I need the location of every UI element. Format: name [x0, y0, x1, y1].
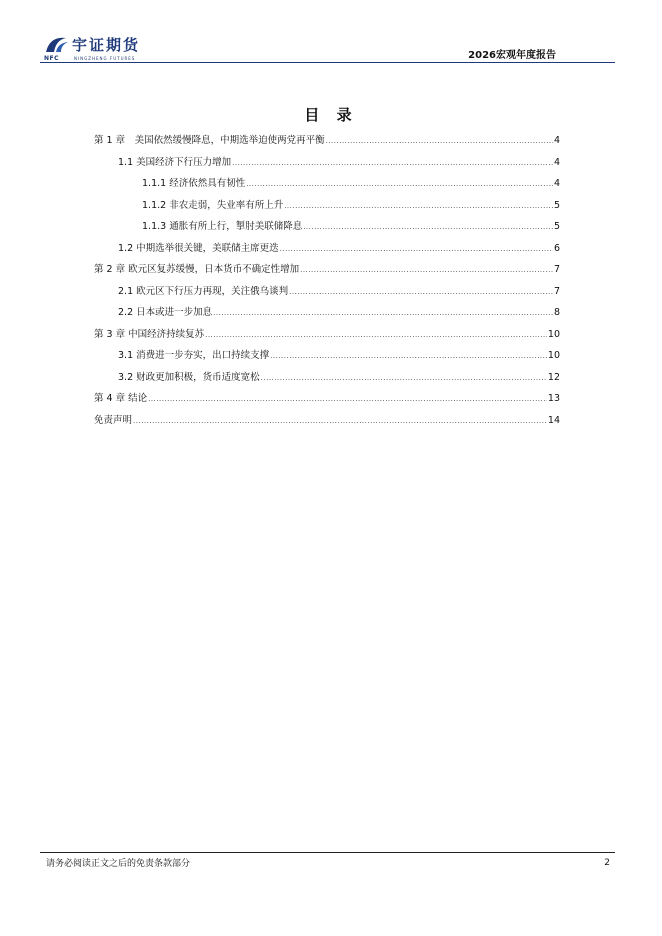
toc-entry-page: 6 — [553, 242, 560, 254]
toc-entry-title: 第 3 章 中国经济持续复苏 — [94, 328, 205, 340]
toc-entry-title: 第 4 章 结论 — [94, 393, 148, 404]
toc-leader-dots — [280, 242, 553, 256]
toc-entry-title: 1.1.2 非农走弱，失业率有所上升 — [142, 199, 284, 211]
disclaimer-notice: 请务必阅读正文之后的免责条款部分 — [46, 859, 191, 869]
toc-entry[interactable] — [118, 285, 560, 299]
toc-entry-title: 1.1.3 通胀有所上行，掣肘美联储降息 — [142, 221, 303, 232]
company-abbr: NFC — [44, 55, 60, 62]
toc-entry-page: 14 — [547, 414, 560, 426]
toc-entry-title: 第 2 章 欧元区复苏缓慢，日本货币不确定性增加 — [94, 264, 300, 275]
toc-leader-dots — [213, 306, 553, 320]
company-name: 宇证期货 — [72, 36, 141, 54]
toc-leader-dots — [261, 371, 547, 385]
toc-entry[interactable] — [142, 177, 560, 191]
toc-entry-page: 4 — [553, 135, 560, 146]
toc-leader-dots — [284, 199, 553, 213]
toc-title: 目 录 — [304, 106, 358, 124]
toc-entry-title: 2.2 日本或进一步加息 — [118, 307, 213, 318]
footer-divider — [40, 852, 615, 853]
toc-entry[interactable] — [142, 199, 560, 213]
toc-entry[interactable] — [118, 306, 560, 320]
toc-entry-page: 5 — [553, 199, 560, 211]
toc-entry[interactable] — [94, 392, 560, 406]
toc-entry[interactable] — [142, 220, 560, 234]
page-number: 2 — [604, 858, 610, 868]
toc-entry-title: 1.2 中期选举很关键，美联储主席更迭 — [118, 242, 279, 254]
toc-leader-dots — [148, 392, 547, 406]
toc-entry-page: 5 — [553, 221, 560, 232]
toc-entry-page: 4 — [553, 156, 560, 168]
toc-leader-dots — [300, 263, 553, 277]
toc-entry[interactable] — [118, 156, 560, 170]
toc-entry-page: 10 — [547, 350, 560, 361]
toc-entry-page: 12 — [547, 371, 560, 383]
toc-entry[interactable] — [94, 414, 560, 428]
toc-leader-dots — [133, 414, 547, 428]
toc-entry-title: 3.2 财政更加积极，货币适度宽松 — [118, 371, 260, 383]
report-title: 2026宏观年度报告 — [468, 50, 556, 61]
toc-entry-page: 7 — [553, 264, 560, 275]
toc-entry-title: 1.1.1 经济依然具有韧性 — [142, 178, 246, 189]
company-en-name: NINGZHENG FUTURES — [74, 56, 136, 61]
toc-entry-title: 2.1 欧元区下行压力再现，关注俄乌谈判 — [118, 285, 289, 297]
toc-leader-dots — [205, 328, 547, 342]
toc-entry-page: 10 — [547, 328, 560, 340]
toc-entry-page: 4 — [553, 178, 560, 189]
toc-leader-dots — [326, 134, 553, 148]
toc-entry-page: 13 — [547, 393, 560, 404]
toc-leader-dots — [303, 220, 553, 234]
toc-leader-dots — [289, 285, 553, 299]
toc-entry-page: 8 — [553, 307, 560, 318]
toc-leader-dots — [232, 156, 553, 170]
toc-entry-title: 1.1 美国经济下行压力增加 — [118, 156, 232, 168]
toc-entry-title: 免责声明 — [94, 414, 133, 426]
toc-entry[interactable] — [118, 349, 560, 363]
toc-entry-title: 3.1 消费进一步夯实，出口持续支撑 — [118, 350, 270, 361]
toc-leader-dots — [246, 177, 553, 191]
toc-entry[interactable] — [94, 134, 560, 148]
toc-entry[interactable] — [94, 263, 560, 277]
toc-entry-page: 7 — [553, 285, 560, 297]
toc-entry-title: 第 1 章 美国依然缓慢降息，中期选举迫使两党再平衡 — [94, 135, 325, 146]
page-header — [0, 0, 662, 66]
toc-entry[interactable] — [118, 242, 560, 256]
toc-entry[interactable] — [118, 371, 560, 385]
company-logo — [44, 34, 154, 62]
header-divider — [40, 62, 615, 63]
logo-mark-icon — [44, 34, 70, 54]
toc-entry[interactable] — [94, 328, 560, 342]
toc-leader-dots — [270, 349, 547, 363]
